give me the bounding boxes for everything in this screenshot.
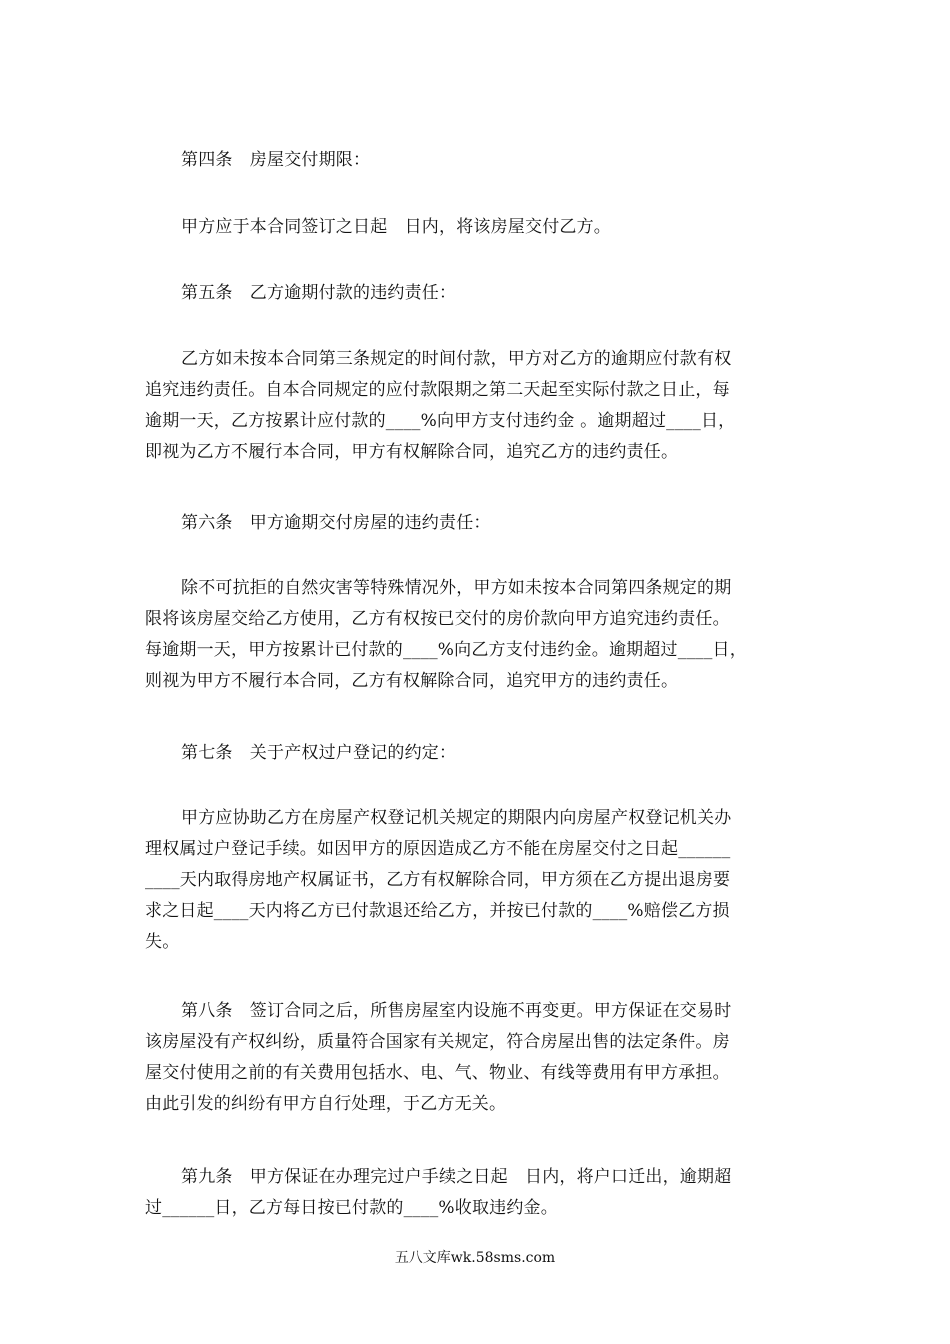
text-line: 追究违约责任。自本合同规定的应付款限期之第二天起至实际付款之日止，每	[145, 380, 730, 400]
text-line: 失。	[145, 932, 180, 952]
article-4-heading	[145, 145, 805, 176]
text-line: 理权属过户登记手续。如因甲方的原因造成乙方不能在房屋交付之日起______	[145, 839, 731, 859]
text-line: 屋交付使用之前的有关费用包括水、电、气、物业、有线等费用有甲方承担。	[145, 1063, 730, 1083]
text-line: 由此引发的纠纷有甲方自行处理，于乙方无关。	[145, 1094, 507, 1114]
text-line: 第七条 关于产权过户登记的约定：	[181, 743, 457, 763]
article-7-heading	[145, 738, 805, 769]
text-line: 第四条 房屋交付期限：	[181, 150, 371, 170]
text-line: 则视为甲方不履行本合同，乙方有权解除合同，追究甲方的违约责任。	[145, 671, 679, 691]
article-9-body	[145, 1162, 805, 1224]
article-6-body	[145, 573, 805, 697]
article-6-heading	[145, 508, 805, 539]
text-line: 逾期一天，乙方按累计应付款的____%向甲方支付违约金 。逾期超过____日，	[145, 411, 736, 431]
text-line: 第六条 甲方逾期交付房屋的违约责任：	[181, 513, 491, 533]
text-line: 甲方应协助乙方在房屋产权登记机关规定的期限内向房屋产权登记机关办	[181, 808, 732, 828]
text-line: 甲方应于本合同签订之日起 日内，将该房屋交付乙方。	[181, 217, 611, 237]
article-5-body	[145, 344, 805, 468]
text-line: 第五条 乙方逾期付款的违约责任：	[181, 283, 457, 303]
article-7-body	[145, 803, 805, 958]
text-line: 乙方如未按本合同第三条规定的时间付款，甲方对乙方的逾期应付款有权	[181, 349, 732, 369]
text-line: 限将该房屋交给乙方使用，乙方有权按已交付的房价款向甲方追究违约责任。	[145, 609, 730, 629]
text-line: 第八条 签订合同之后，所售房屋室内设施不再变更。甲方保证在交易时	[181, 1001, 732, 1021]
text-line: 该房屋没有产权纠纷，质量符合国家有关规定，符合房屋出售的法定条件。房	[145, 1032, 730, 1052]
text-line: 第九条 甲方保证在办理完过户手续之日起 日内，将户口迁出，逾期超	[181, 1167, 732, 1187]
text-line: 即视为乙方不履行本合同，甲方有权解除合同，追究乙方的违约责任。	[145, 442, 679, 462]
text-line: 过______日，乙方每日按已付款的____%收取违约金。	[145, 1198, 558, 1218]
text-line: ____天内取得房地产权属证书，乙方有权解除合同，甲方须在乙方提出退房要	[145, 870, 731, 890]
footer-watermark: 五八文库wk.58sms.com	[394, 1250, 556, 1266]
text-line: 每逾期一天，甲方按累计已付款的____%向乙方支付违约金。逾期超过____日，	[145, 640, 747, 660]
article-4-body	[145, 212, 805, 243]
article-8-body	[145, 996, 805, 1120]
text-line: 除不可抗拒的自然灾害等特殊情况外，甲方如未按本合同第四条规定的期	[181, 578, 732, 598]
text-line: 求之日起____天内将乙方已付款退还给乙方，并按已付款的____%赔偿乙方损	[145, 901, 730, 921]
article-5-heading	[145, 278, 805, 309]
